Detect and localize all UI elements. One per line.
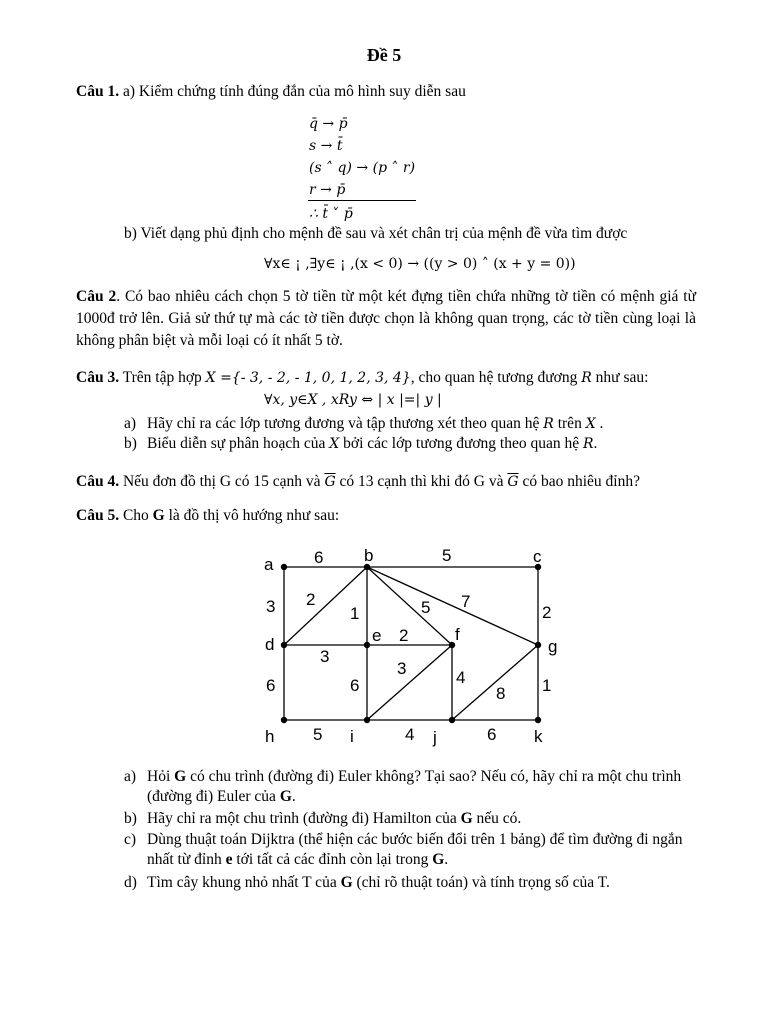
conclusion: ∴ t̄ ˅ p̄: [309, 206, 353, 222]
question-3-formula: ∀x, y∈X , xRy ⇔ | x |=| y |: [264, 392, 442, 408]
premise-4: r → p̄: [309, 182, 346, 198]
document-page: Đề 5 Câu 1. a) Kiểm chứng tính đúng đắn của mô hình suy diễn sau q̄ → p̄ s → t̄ (s ˄ q) → (p ˄ r) r → p̄ ∴ t̄ ˅ p̄ b) Viết dạng phủ định cho mệnh đề sau và xét chân trị của mệnh đề vừa tìm được ∀x∈ ¡ ,∃y∈ ¡ ,(x < 0) → ((y > 0) ˄ (x + y = 0)) Câu 2. Có bao nhiêu cách chọn 5 tờ tiền từ một két đựng tiền chứa những tờ tiền có mệnh giá từ 1000đ trở lên. Giả sử thứ tự mà các tờ tiền được chọn là không quan trọng, các tờ tiền cùng loại là không phân biệt và mỗi loại có ít nhất 5 tờ. Câu 3. Trên tập hợp X ={- 3, - 2, - 1, 0, 1, 2, 3, 4}, cho quan hệ tương đương R như sau: ∀x, y∈X , xRy ⇔ | x |=| y | a) Hãy chỉ ra các lớp tương đương và tập thương xét theo quan hệ R trên X . b) Biểu diễn sự phân hoạch của X bởi các lớp tương đương theo quan hệ R. Câu 4. Nếu đơn đồ thị G có 15 cạnh và $\overline{G}$ có 13 cạnh thì khi đó G và $\overline{G}$ có bao nhiêu đỉnh? Câu 5. Cho G là đồ thị vô hướng như sau: a b c d e f g h i j k 6 5 3 2 1 5 7 2 2 3 3 6 6 4 8 1 5 4 6 a) Hỏi G có chu trình (đường đi) Euler không? Tại sao? Nếu có, hãy chỉ ra một chu trình (đường đi) Euler của G. b) Hãy chỉ ra một chu trình (đường đi) Hamilton của G nếu có. c) Dùng thuật toán Dijktra (thể hiện các bước biến đổi trên 1 bảng) để tìm đường đi ngắn nhất từ đỉnh e tới tất cả các đỉnh còn lại trong G. d) Tìm cây khung nhỏ nhất T của G (chỉ rõ thuật toán) và tính trọng số của T.: [0, 0, 768, 1024]
complement-g: $\overline{G}$: [324, 474, 336, 490]
weight-c-g: 2: [542, 603, 552, 622]
question-5-label: Câu 5.: [76, 507, 120, 524]
weight-d-h: 6: [266, 676, 276, 695]
label-c: c: [533, 547, 542, 566]
weight-a-d: 3: [266, 597, 276, 616]
exam-title: Đề 5: [366, 45, 402, 65]
weight-f-j: 4: [456, 668, 466, 687]
question-1-b-formula: ∀x∈ ¡ ,∃y∈ ¡ ,(x < 0) → ((y > 0) ˄ (x + y = 0)): [264, 256, 576, 272]
question-1-b-text: b) Viết dạng phủ định cho mệnh đề sau và xét chân trị của mệnh đề vừa tìm được: [124, 225, 628, 242]
question-5: Câu 5. Cho G là đồ thị vô hướng như sau:: [76, 507, 340, 524]
weight-f-i: 3: [397, 659, 407, 678]
label-d: d: [265, 635, 275, 654]
relation-r: R: [581, 370, 592, 386]
question-1-label: Câu 1.: [76, 83, 120, 100]
vertex-h: [281, 717, 287, 723]
label-e: e: [372, 626, 382, 645]
weight-b-g: 7: [461, 592, 471, 611]
weight-e-i: 6: [350, 676, 360, 695]
label-b: b: [364, 546, 374, 565]
label-f: f: [455, 625, 460, 644]
edge-f-i: [367, 645, 452, 720]
weight-g-j: 8: [496, 684, 506, 703]
question-1-a-text: a) Kiểm chứng tính đúng đắn của mô hình suy diễn sau: [122, 83, 466, 100]
label-h: h: [265, 727, 275, 746]
label-g: g: [548, 637, 558, 656]
weight-a-b: 6: [314, 548, 324, 567]
weight-h-i: 5: [313, 725, 323, 744]
vertex-j: [449, 717, 455, 723]
edge-b-g: [367, 567, 538, 645]
label-k: k: [534, 727, 543, 746]
weight-b-e: 1: [350, 604, 360, 623]
weight-e-f: 2: [399, 626, 409, 645]
label-a: a: [264, 555, 274, 574]
question-2-text: . Có bao nhiêu cách chọn 5 tờ tiền từ một két đựng tiền chứa những tờ tiền có mệnh giá từ 1000đ trở lên. Giả sử thứ tự mà các tờ tiền được chọn là không quan trọng, các tờ tiền cùng loại là không phân biệt và mỗi loại có ít nhất 5 tờ.: [76, 288, 696, 349]
question-5-item-a: a) Hỏi G có chu trình (đường đi) Euler không? Tại sao? Nếu có, hãy chỉ ra một chu trình (đường đi) Euler của G.: [124, 768, 682, 805]
question-2-label: Câu 2: [76, 288, 117, 305]
premise-2: s → t̄: [309, 138, 343, 154]
premise-3: (s ˄ q) → (p ˄ r): [309, 160, 416, 176]
vertex-k: [535, 717, 541, 723]
weight-i-j: 4: [405, 725, 415, 744]
vertex-e: [364, 642, 370, 648]
vertex-d: [281, 642, 287, 648]
weight-j-k: 6: [487, 725, 497, 744]
vertex-i: [364, 717, 370, 723]
question-4: Câu 4. Nếu đơn đồ thị G có 15 cạnh và $\overline{G}$ có 13 cạnh thì khi đó G và $\overline{G}$ có bao nhiêu đỉnh?: [76, 473, 640, 490]
weight-b-d: 2: [306, 590, 316, 609]
label-j: j: [433, 728, 437, 747]
premise-1: q̄ → p̄: [309, 116, 348, 132]
question-3: Câu 3. Trên tập hợp X ={- 3, - 2, - 1, 0, 1, 2, 3, 4}, cho quan hệ tương đương R như sau:: [76, 369, 649, 386]
weight-b-c: 5: [442, 546, 452, 565]
vertex-a: [281, 564, 287, 570]
label-i: i: [350, 727, 354, 746]
vertex-g: [535, 642, 541, 648]
weight-b-f: 5: [421, 598, 431, 617]
set-x: X ={- 3, - 2, - 1, 0, 1, 2, 3, 4}: [205, 370, 411, 386]
question-4-label: Câu 4.: [76, 473, 120, 490]
weight-d-e: 3: [320, 647, 330, 666]
question-3-label: Câu 3.: [76, 369, 120, 386]
weight-g-k: 1: [542, 676, 552, 695]
